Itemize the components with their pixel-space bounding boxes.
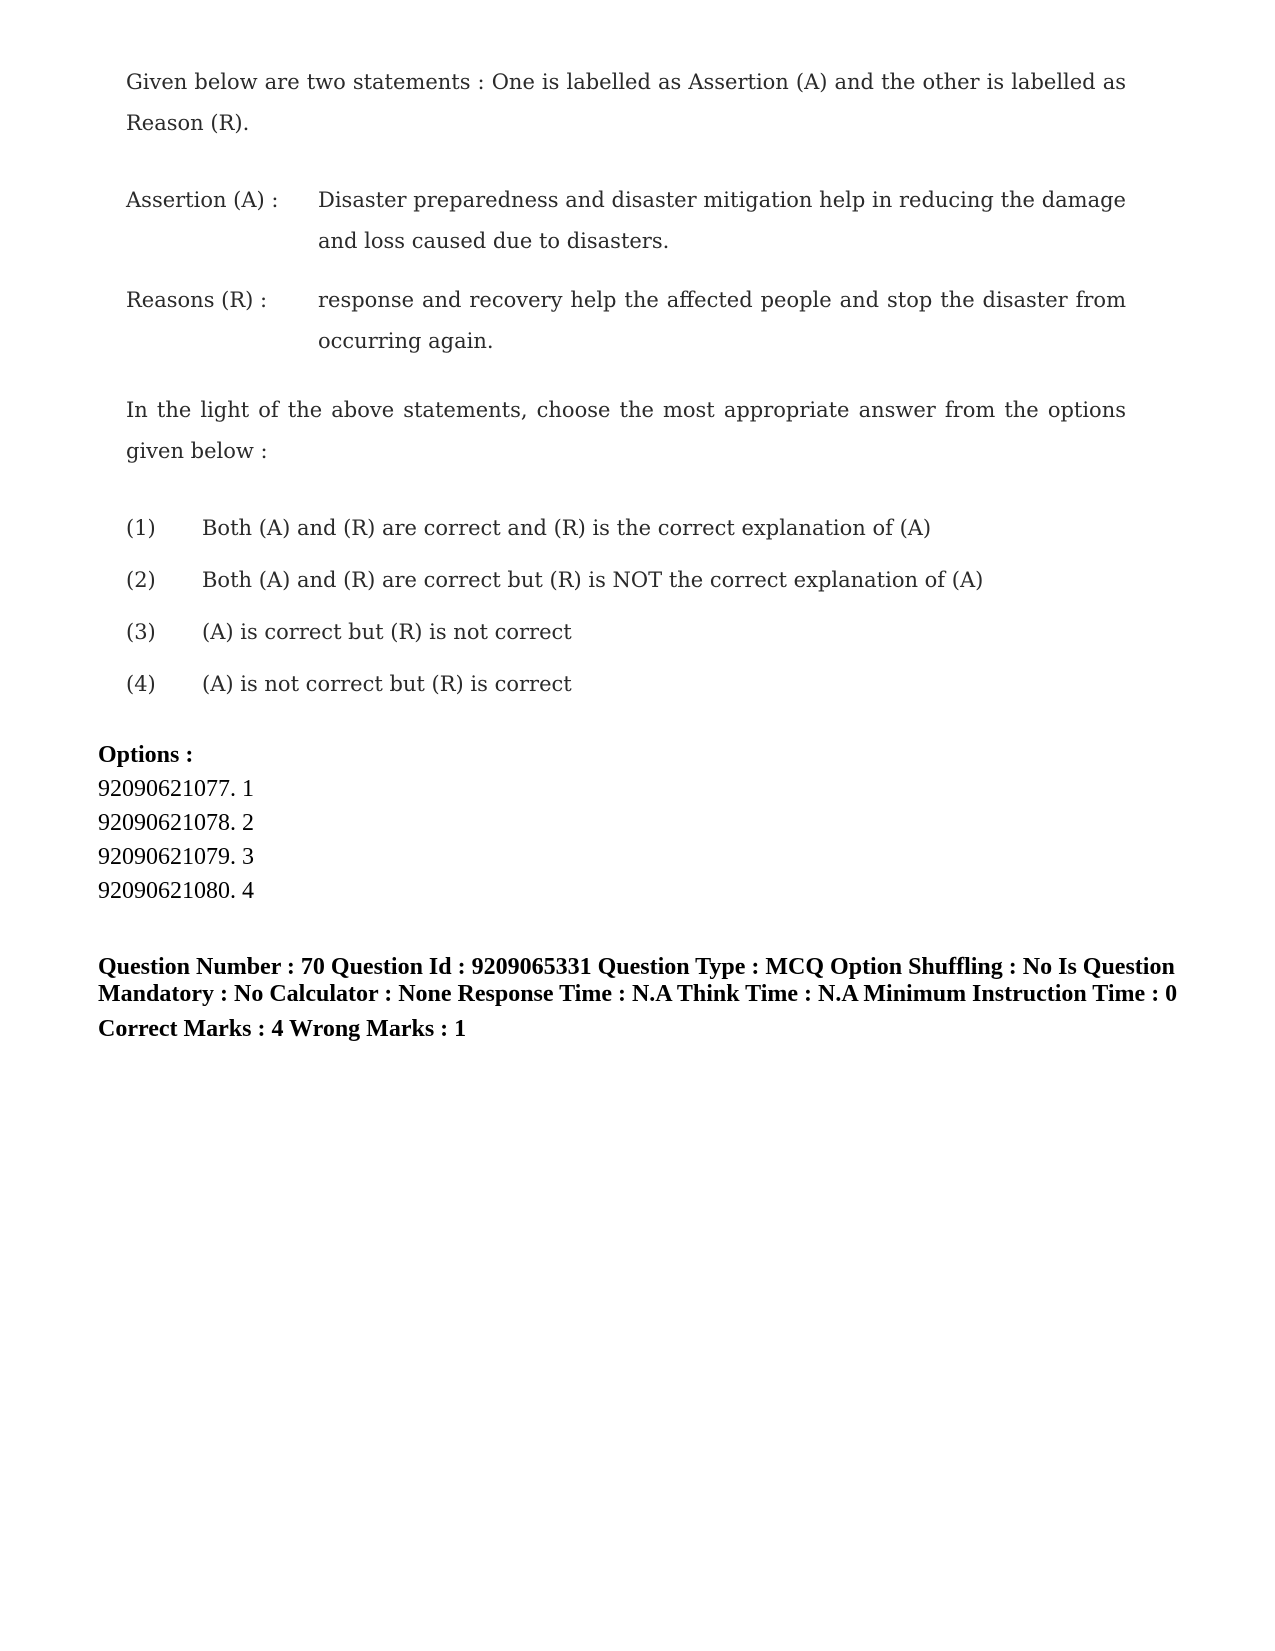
choice-text: (A) is correct but (R) is not correct xyxy=(202,620,572,644)
choice-item xyxy=(126,554,1126,606)
question-details: Question Number : 70 Question Id : 9209065331 Question Type : MCQ Option Shuffling : No Is Question Mandatory : No Calculator : None Response Time : N.A Think Time : N.A Minimum Instruction Time : 0 xyxy=(98,954,1178,1007)
choice-item xyxy=(126,658,1126,710)
choice-text: Both (A) and (R) are correct but (R) is NOT the correct explanation of (A) xyxy=(202,568,984,592)
choice-number: (3) xyxy=(126,620,156,644)
option-id-line: 92090621079. 3 xyxy=(98,844,254,870)
question-instruction: In the light of the above statements, choose the most appropriate answer from the options given below : xyxy=(126,398,1126,463)
choice-item xyxy=(126,606,1126,658)
reason-text: response and recovery help the affected people and stop the disaster from occurring again. xyxy=(318,288,1126,353)
option-id-line: 92090621080. 4 xyxy=(98,878,254,904)
options-heading: Options : xyxy=(98,742,194,768)
assertion-text: Disaster preparedness and disaster mitigation help in reducing the damage and loss caused due to disasters. xyxy=(318,188,1126,253)
question-image xyxy=(126,62,1126,696)
reason-label: Reasons (R) : xyxy=(126,288,268,312)
question-details-block xyxy=(98,954,1178,1043)
assertion-label: Assertion (A) : xyxy=(126,188,279,212)
choice-item xyxy=(126,502,1126,554)
option-id-line: 92090621077. 1 xyxy=(98,776,254,802)
choice-list xyxy=(126,502,1126,710)
choice-number: (4) xyxy=(126,672,156,696)
choice-text: Both (A) and (R) are correct and (R) is the correct explanation of (A) xyxy=(202,516,932,540)
question-marks: Correct Marks : 4 Wrong Marks : 1 xyxy=(98,1016,467,1042)
assertion-statement xyxy=(126,180,1126,262)
options-block xyxy=(98,738,1178,908)
choice-number: (1) xyxy=(126,516,156,540)
question-intro: Given below are two statements : One is labelled as Assertion (A) and the other is labelled as Reason (R). xyxy=(126,70,1126,135)
option-id-line: 92090621078. 2 xyxy=(98,810,254,836)
reason-statement xyxy=(126,280,1126,362)
choice-number: (2) xyxy=(126,568,156,592)
choice-text: (A) is not correct but (R) is correct xyxy=(202,672,572,696)
